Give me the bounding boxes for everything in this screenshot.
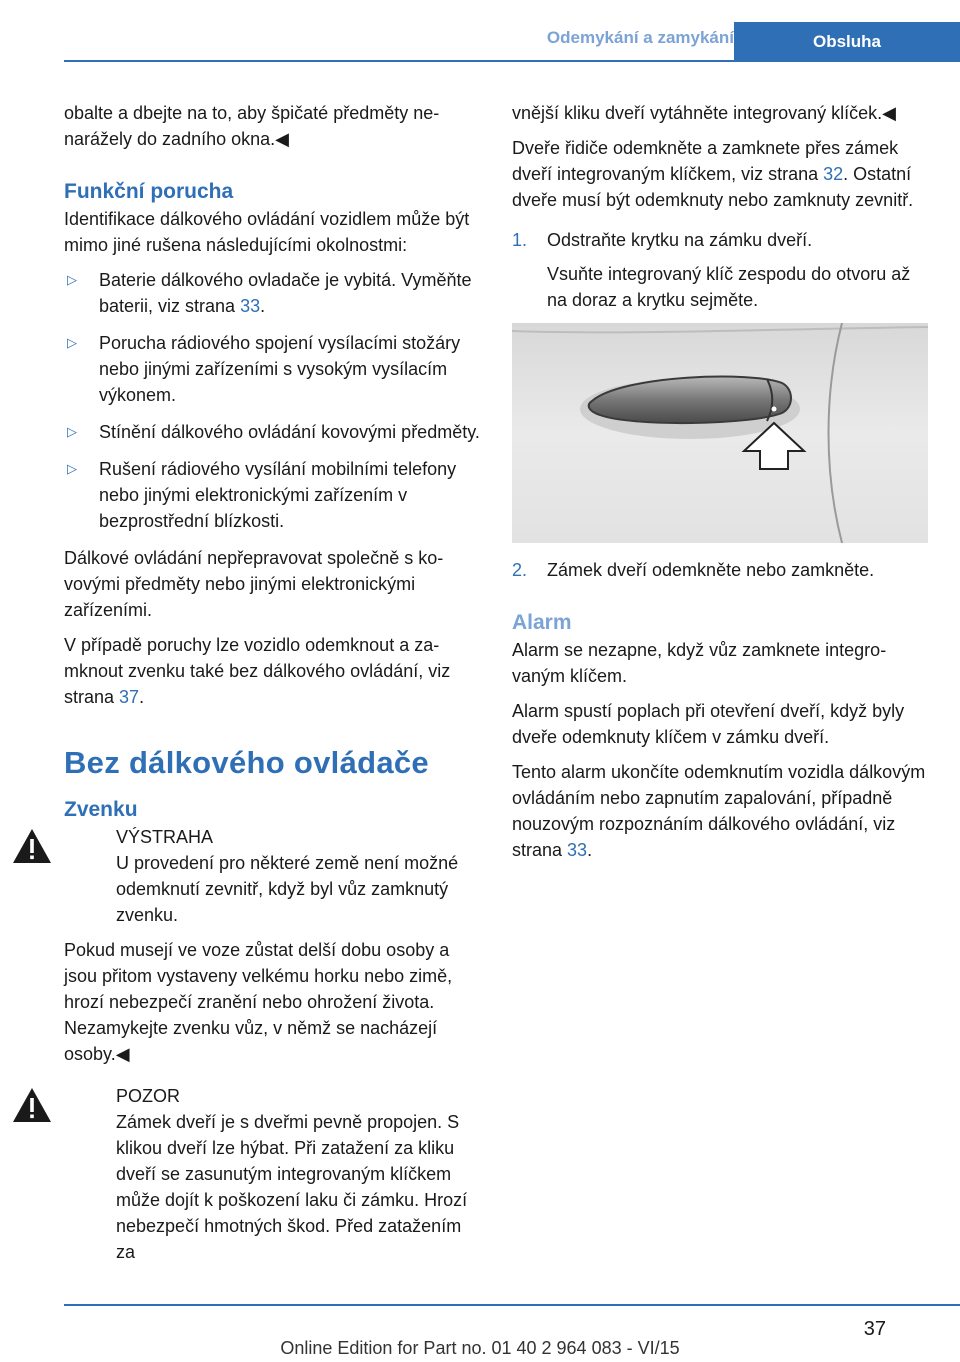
header-rule — [64, 60, 960, 62]
warning-block — [64, 824, 480, 928]
door-handle-photo — [512, 323, 928, 543]
malfunction-paragraph: Identifikace dálkového ovládání vozidlem může být mimo jiné rušena následujícími okolnostmi: — [64, 209, 470, 255]
footer-rule — [64, 1304, 960, 1306]
caution-triangle-icon — [12, 1087, 52, 1123]
step-item — [512, 227, 928, 313]
alarm-text-end: . — [587, 840, 593, 860]
driver-door-paragraph — [512, 135, 928, 213]
step-text: Odstraňte krytku na zámku dveří. — [547, 230, 813, 250]
page-link-33[interactable]: 33 — [240, 296, 261, 316]
triangle-bullet-icon: ▷ — [67, 272, 77, 287]
step-number: 1. — [512, 230, 528, 250]
step-number: 2. — [512, 560, 528, 580]
heading-without-remote: Bez dálkového ovládače — [64, 745, 429, 780]
list-item-after: . — [260, 296, 266, 316]
left-column — [64, 100, 480, 1274]
page-number: 37 — [863, 1318, 886, 1340]
triangle-bullet-icon: ▷ — [67, 461, 77, 476]
list-item-text: Baterie dálkového ovladače je vybitá. Vyměňte baterii, viz strana — [99, 270, 472, 316]
triangle-bullet-icon: ▷ — [67, 424, 77, 439]
malfunction-list — [64, 267, 480, 534]
step-subtext: Vsuňte integrovaný klíč zespodu do otvoru až na doraz a krytku sejměte. — [547, 264, 911, 310]
step-text: Zámek dveří odemkněte nebo zamkněte. — [547, 560, 875, 580]
driver-door-text-end: . Ostatní dveře musí být odemknuty nebo zamknuty zevnitř. — [512, 164, 914, 210]
fault-paragraph — [64, 632, 480, 710]
caution-block — [64, 1083, 480, 1265]
fault-text: V případě poruchy lze vozidlo odemknout a zamknout zvenku také bez dálkového ovládání, viz strana — [64, 635, 451, 707]
heading-outside: Zvenku — [64, 798, 138, 821]
header-section-title: Odemykání a zamykání — [546, 28, 734, 47]
heading-alarm: Alarm — [512, 611, 572, 634]
list-item — [64, 330, 480, 408]
warning-text — [116, 850, 480, 928]
warning-text-span: U provedení pro některé země není možné odemknutí zevnitř, když byl vůz zamknutý zvenku. — [116, 853, 459, 925]
page-link-37[interactable]: 37 — [119, 687, 140, 707]
list-item-text: Rušení rádiového vysílání mobilními telefony nebo jinými elektronickými zařízením v bezprostřední blízkosti. — [99, 459, 457, 531]
continued-paragraph: vnější kliku dveří vytáhněte integrovaný klíček.◀ — [512, 103, 897, 123]
steps-list — [512, 227, 928, 313]
page-link-33[interactable]: 33 — [567, 840, 588, 860]
warning-title: VÝSTRAHA — [116, 827, 214, 847]
driver-door-text: Dveře řidiče odemkněte a zamknete přes zámek dveří integrovaným klíčkem, viz strana — [512, 138, 899, 184]
right-column — [512, 100, 928, 872]
intro-paragraph: obalte a dbejte na to, aby špičaté předměty nenarážely do zadního okna.◀ — [64, 103, 440, 149]
header-tab: Obsluha — [734, 22, 960, 62]
list-item-text: Porucha rádiového spojení vysílacími stožáry nebo jinými zařízeními s vysokým vysílacím výkonem. — [99, 333, 461, 405]
no-transport-paragraph: Dálkové ovládání nepřepravovat společně s kovovými předměty nebo jinými elektronickými zařízeními. — [64, 548, 444, 620]
page-link-32[interactable]: 32 — [823, 164, 844, 184]
heading-malfunction: Funkční porucha — [64, 180, 234, 203]
fault-text-end: . — [139, 687, 145, 707]
alarm-text: Tento alarm ukončíte odemknutím vozidla dálkovým ovládáním nebo zapnutím zapalování, případně nouzovým rozpoznáním dálkového ovládání, viz strana — [512, 762, 926, 860]
caution-title: POZOR — [116, 1086, 181, 1106]
warning-triangle-icon — [12, 828, 52, 864]
list-item — [64, 456, 480, 534]
alarm-paragraph-2: Alarm spustí poplach při otevření dveří, když byly dveře odemknuty klíčem v zámku dveří. — [512, 701, 905, 747]
list-item-text: Stínění dálkového ovládání kovovými předměty. — [99, 422, 480, 442]
alarm-paragraph-3 — [512, 759, 928, 863]
footer-edition: Online Edition for Part no. 01 40 2 964 083 - VI/15 — [280, 1338, 680, 1358]
caution-text-span: Zámek dveří je s dveřmi pevně propojen. S klikou dveří lze hýbat. Při zatažení za kliku dveří se zasunutým integrovaným klíčkem může dojít k poškození laku či zámku. Hrozí nebezpečí hmotných škod. Před zatažením za — [116, 1112, 468, 1262]
warning-text-2: Pokud musejí ve voze zůstat delší dobu osoby a jsou přitom vystaveny velkému horku nebo zimě, hrozí nebezpečí zranění nebo ohrožení života. Nezamykejte zvenku vůz, v němž se nacházejí osoby.◀ — [64, 940, 453, 1064]
list-item — [64, 267, 480, 319]
step-item — [512, 557, 928, 583]
list-item — [64, 419, 480, 445]
alarm-paragraph-1: Alarm se nezapne, když vůz zamknete integrovaným klíčem. — [512, 640, 887, 686]
steps-list-2 — [512, 557, 928, 583]
triangle-bullet-icon: ▷ — [67, 335, 77, 350]
caution-text — [116, 1109, 480, 1265]
